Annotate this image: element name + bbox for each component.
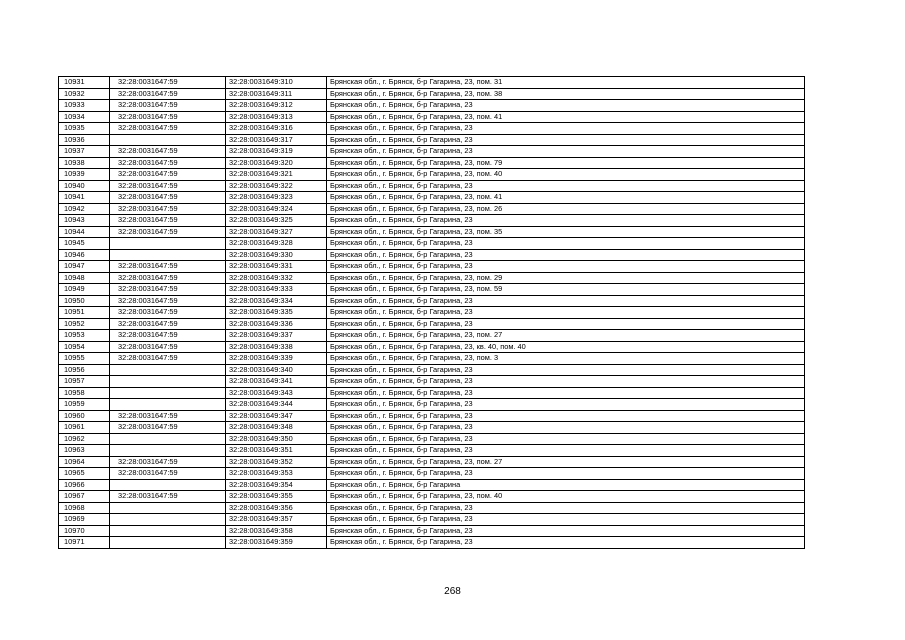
address-cell: Брянская обл., г. Брянск, б-р Гагарина, 23, пом. 40 [327, 491, 805, 503]
table-row [59, 272, 805, 284]
cadastral-number-cell: 32:28:0031649:324 [226, 203, 327, 215]
row-number-cell: 10949 [59, 284, 110, 296]
parent-cadastral-number-cell: 32:28:0031647:59 [110, 261, 226, 273]
address-cell: Брянская обл., г. Брянск, б-р Гагарина, 23 [327, 525, 805, 537]
cadastral-number-cell: 32:28:0031649:335 [226, 307, 327, 319]
address-cell: Брянская обл., г. Брянск, б-р Гагарина, 23, пом. 3 [327, 353, 805, 365]
table-row [59, 399, 805, 411]
row-number-cell: 10932 [59, 88, 110, 100]
parent-cadastral-number-cell [110, 502, 226, 514]
address-cell: Брянская обл., г. Брянск, б-р Гагарина, 23 [327, 422, 805, 434]
cadastral-number-cell: 32:28:0031649:351 [226, 445, 327, 457]
row-number-cell: 10961 [59, 422, 110, 434]
address-cell: Брянская обл., г. Брянск, б-р Гагарина, 23, пом. 26 [327, 203, 805, 215]
address-cell: Брянская обл., г. Брянск, б-р Гагарина, 23 [327, 215, 805, 227]
parent-cadastral-number-cell [110, 514, 226, 526]
address-cell: Брянская обл., г. Брянск, б-р Гагарина, 23 [327, 307, 805, 319]
address-cell: Брянская обл., г. Брянск, б-р Гагарина, 23, пом. 40 [327, 169, 805, 181]
parent-cadastral-number-cell: 32:28:0031647:59 [110, 456, 226, 468]
table-row [59, 502, 805, 514]
table-row [59, 537, 805, 549]
cadastral-number-cell: 32:28:0031649:338 [226, 341, 327, 353]
cadastral-number-cell: 32:28:0031649:337 [226, 330, 327, 342]
parent-cadastral-number-cell: 32:28:0031647:59 [110, 192, 226, 204]
address-cell: Брянская обл., г. Брянск, б-р Гагарина, 23 [327, 318, 805, 330]
cadastral-number-cell: 32:28:0031649:319 [226, 146, 327, 158]
table-row [59, 88, 805, 100]
address-cell: Брянская обл., г. Брянск, б-р Гагарина, 23 [327, 514, 805, 526]
address-cell: Брянская обл., г. Брянск, б-р Гагарина, 23 [327, 134, 805, 146]
parent-cadastral-number-cell: 32:28:0031647:59 [110, 410, 226, 422]
parent-cadastral-number-cell: 32:28:0031647:59 [110, 88, 226, 100]
cadastral-number-cell: 32:28:0031649:325 [226, 215, 327, 227]
parent-cadastral-number-cell: 32:28:0031647:59 [110, 146, 226, 158]
table-row [59, 180, 805, 192]
parent-cadastral-number-cell: 32:28:0031647:59 [110, 341, 226, 353]
parent-cadastral-number-cell: 32:28:0031647:59 [110, 111, 226, 123]
parent-cadastral-number-cell: 32:28:0031647:59 [110, 100, 226, 112]
row-number-cell: 10939 [59, 169, 110, 181]
table-row [59, 456, 805, 468]
row-number-cell: 10970 [59, 525, 110, 537]
address-cell: Брянская обл., г. Брянск, б-р Гагарина, 23 [327, 146, 805, 158]
cadastral-number-cell: 32:28:0031649:310 [226, 77, 327, 89]
cadastral-number-cell: 32:28:0031649:317 [226, 134, 327, 146]
parent-cadastral-number-cell: 32:28:0031647:59 [110, 226, 226, 238]
cadastral-number-cell: 32:28:0031649:350 [226, 433, 327, 445]
address-cell: Брянская обл., г. Брянск, б-р Гагарина, 23, пом. 79 [327, 157, 805, 169]
parent-cadastral-number-cell: 32:28:0031647:59 [110, 422, 226, 434]
table-row [59, 525, 805, 537]
table-row [59, 295, 805, 307]
row-number-cell: 10946 [59, 249, 110, 261]
row-number-cell: 10957 [59, 376, 110, 388]
row-number-cell: 10941 [59, 192, 110, 204]
parent-cadastral-number-cell [110, 238, 226, 250]
row-number-cell: 10958 [59, 387, 110, 399]
cadastral-number-cell: 32:28:0031649:320 [226, 157, 327, 169]
row-number-cell: 10971 [59, 537, 110, 549]
parent-cadastral-number-cell [110, 134, 226, 146]
row-number-cell: 10969 [59, 514, 110, 526]
parent-cadastral-number-cell [110, 479, 226, 491]
address-cell: Брянская обл., г. Брянск, б-р Гагарина, 23, пом. 41 [327, 111, 805, 123]
parent-cadastral-number-cell: 32:28:0031647:59 [110, 295, 226, 307]
cadastral-number-cell: 32:28:0031649:356 [226, 502, 327, 514]
table-row [59, 215, 805, 227]
address-cell: Брянская обл., г. Брянск, б-р Гагарина, 23 [327, 261, 805, 273]
table-row [59, 284, 805, 296]
row-number-cell: 10967 [59, 491, 110, 503]
parent-cadastral-number-cell [110, 376, 226, 388]
address-cell: Брянская обл., г. Брянск, б-р Гагарина, 23 [327, 399, 805, 411]
row-number-cell: 10959 [59, 399, 110, 411]
row-number-cell: 10934 [59, 111, 110, 123]
row-number-cell: 10960 [59, 410, 110, 422]
row-number-cell: 10950 [59, 295, 110, 307]
parent-cadastral-number-cell: 32:28:0031647:59 [110, 169, 226, 181]
parent-cadastral-number-cell [110, 364, 226, 376]
address-cell: Брянская обл., г. Брянск, б-р Гагарина, 23 [327, 433, 805, 445]
cadastral-number-cell: 32:28:0031649:323 [226, 192, 327, 204]
table-row [59, 433, 805, 445]
table-row [59, 514, 805, 526]
table-row [59, 353, 805, 365]
parent-cadastral-number-cell: 32:28:0031647:59 [110, 123, 226, 135]
address-cell: Брянская обл., г. Брянск, б-р Гагарина [327, 479, 805, 491]
row-number-cell: 10931 [59, 77, 110, 89]
row-number-cell: 10956 [59, 364, 110, 376]
row-number-cell: 10940 [59, 180, 110, 192]
row-number-cell: 10937 [59, 146, 110, 158]
table-row [59, 192, 805, 204]
cadastral-number-cell: 32:28:0031649:344 [226, 399, 327, 411]
registry-table-body [59, 77, 805, 549]
address-cell: Брянская обл., г. Брянск, б-р Гагарина, 23 [327, 100, 805, 112]
parent-cadastral-number-cell: 32:28:0031647:59 [110, 318, 226, 330]
row-number-cell: 10952 [59, 318, 110, 330]
row-number-cell: 10935 [59, 123, 110, 135]
cadastral-number-cell: 32:28:0031649:334 [226, 295, 327, 307]
parent-cadastral-number-cell: 32:28:0031647:59 [110, 284, 226, 296]
cadastral-number-cell: 32:28:0031649:327 [226, 226, 327, 238]
table-row [59, 77, 805, 89]
cadastral-number-cell: 32:28:0031649:355 [226, 491, 327, 503]
cadastral-number-cell: 32:28:0031649:316 [226, 123, 327, 135]
address-cell: Брянская обл., г. Брянск, б-р Гагарина, 23 [327, 410, 805, 422]
table-row [59, 307, 805, 319]
table-row [59, 341, 805, 353]
row-number-cell: 10955 [59, 353, 110, 365]
table-row [59, 479, 805, 491]
table-row [59, 146, 805, 158]
address-cell: Брянская обл., г. Брянск, б-р Гагарина, 23, кв. 40, пом. 40 [327, 341, 805, 353]
parent-cadastral-number-cell: 32:28:0031647:59 [110, 203, 226, 215]
address-cell: Брянская обл., г. Брянск, б-р Гагарина, 23 [327, 180, 805, 192]
row-number-cell: 10954 [59, 341, 110, 353]
parent-cadastral-number-cell: 32:28:0031647:59 [110, 157, 226, 169]
cadastral-number-cell: 32:28:0031649:352 [226, 456, 327, 468]
parent-cadastral-number-cell [110, 445, 226, 457]
address-cell: Брянская обл., г. Брянск, б-р Гагарина, 23, пом. 35 [327, 226, 805, 238]
table-row [59, 318, 805, 330]
cadastral-number-cell: 32:28:0031649:322 [226, 180, 327, 192]
table-row [59, 410, 805, 422]
table-row [59, 203, 805, 215]
address-cell: Брянская обл., г. Брянск, б-р Гагарина, 23, пом. 38 [327, 88, 805, 100]
row-number-cell: 10962 [59, 433, 110, 445]
row-number-cell: 10951 [59, 307, 110, 319]
address-cell: Брянская обл., г. Брянск, б-р Гагарина, 23 [327, 295, 805, 307]
table-row [59, 100, 805, 112]
address-cell: Брянская обл., г. Брянск, б-р Гагарина, 23 [327, 249, 805, 261]
parent-cadastral-number-cell [110, 399, 226, 411]
address-cell: Брянская обл., г. Брянск, б-р Гагарина, 23 [327, 537, 805, 549]
parent-cadastral-number-cell: 32:28:0031647:59 [110, 491, 226, 503]
cadastral-number-cell: 32:28:0031649:333 [226, 284, 327, 296]
parent-cadastral-number-cell: 32:28:0031647:59 [110, 468, 226, 480]
cadastral-number-cell: 32:28:0031649:311 [226, 88, 327, 100]
parent-cadastral-number-cell: 32:28:0031647:59 [110, 180, 226, 192]
cadastral-number-cell: 32:28:0031649:343 [226, 387, 327, 399]
cadastral-number-cell: 32:28:0031649:353 [226, 468, 327, 480]
address-cell: Брянская обл., г. Брянск, б-р Гагарина, 23, пом. 41 [327, 192, 805, 204]
cadastral-number-cell: 32:28:0031649:354 [226, 479, 327, 491]
cadastral-number-cell: 32:28:0031649:341 [226, 376, 327, 388]
cadastral-number-cell: 32:28:0031649:321 [226, 169, 327, 181]
parent-cadastral-number-cell: 32:28:0031647:59 [110, 307, 226, 319]
cadastral-number-cell: 32:28:0031649:330 [226, 249, 327, 261]
address-cell: Брянская обл., г. Брянск, б-р Гагарина, 23 [327, 376, 805, 388]
row-number-cell: 10942 [59, 203, 110, 215]
row-number-cell: 10944 [59, 226, 110, 238]
table-row [59, 157, 805, 169]
registry-table [58, 76, 805, 549]
address-cell: Брянская обл., г. Брянск, б-р Гагарина, 23 [327, 387, 805, 399]
table-row [59, 261, 805, 273]
table-row [59, 387, 805, 399]
address-cell: Брянская обл., г. Брянск, б-р Гагарина, 23, пом. 31 [327, 77, 805, 89]
row-number-cell: 10943 [59, 215, 110, 227]
row-number-cell: 10963 [59, 445, 110, 457]
cadastral-number-cell: 32:28:0031649:336 [226, 318, 327, 330]
cadastral-number-cell: 32:28:0031649:357 [226, 514, 327, 526]
address-cell: Брянская обл., г. Брянск, б-р Гагарина, 23 [327, 468, 805, 480]
cadastral-number-cell: 32:28:0031649:339 [226, 353, 327, 365]
cadastral-number-cell: 32:28:0031649:359 [226, 537, 327, 549]
row-number-cell: 10945 [59, 238, 110, 250]
row-number-cell: 10964 [59, 456, 110, 468]
row-number-cell: 10947 [59, 261, 110, 273]
row-number-cell: 10965 [59, 468, 110, 480]
parent-cadastral-number-cell [110, 525, 226, 537]
parent-cadastral-number-cell: 32:28:0031647:59 [110, 272, 226, 284]
row-number-cell: 10953 [59, 330, 110, 342]
address-cell: Брянская обл., г. Брянск, б-р Гагарина, 23, пом. 27 [327, 456, 805, 468]
cadastral-number-cell: 32:28:0031649:312 [226, 100, 327, 112]
row-number-cell: 10936 [59, 134, 110, 146]
table-row [59, 491, 805, 503]
table-row [59, 134, 805, 146]
address-cell: Брянская обл., г. Брянск, б-р Гагарина, 23 [327, 123, 805, 135]
page-number: 268 [444, 586, 461, 597]
cadastral-number-cell: 32:28:0031649:358 [226, 525, 327, 537]
table-row [59, 376, 805, 388]
address-cell: Брянская обл., г. Брянск, б-р Гагарина, 23 [327, 238, 805, 250]
table-row [59, 249, 805, 261]
table-row [59, 330, 805, 342]
address-cell: Брянская обл., г. Брянск, б-р Гагарина, 23 [327, 445, 805, 457]
address-cell: Брянская обл., г. Брянск, б-р Гагарина, 23, пом. 59 [327, 284, 805, 296]
table-row [59, 111, 805, 123]
address-cell: Брянская обл., г. Брянск, б-р Гагарина, 23 [327, 364, 805, 376]
parent-cadastral-number-cell [110, 387, 226, 399]
row-number-cell: 10948 [59, 272, 110, 284]
address-cell: Брянская обл., г. Брянск, б-р Гагарина, 23, пом. 29 [327, 272, 805, 284]
table-row [59, 123, 805, 135]
row-number-cell: 10933 [59, 100, 110, 112]
row-number-cell: 10968 [59, 502, 110, 514]
row-number-cell: 10966 [59, 479, 110, 491]
table-row [59, 445, 805, 457]
address-cell: Брянская обл., г. Брянск, б-р Гагарина, 23 [327, 502, 805, 514]
cadastral-number-cell: 32:28:0031649:348 [226, 422, 327, 434]
parent-cadastral-number-cell: 32:28:0031647:59 [110, 215, 226, 227]
cadastral-number-cell: 32:28:0031649:313 [226, 111, 327, 123]
table-row [59, 422, 805, 434]
table-row [59, 238, 805, 250]
cadastral-number-cell: 32:28:0031649:332 [226, 272, 327, 284]
parent-cadastral-number-cell [110, 537, 226, 549]
cadastral-number-cell: 32:28:0031649:347 [226, 410, 327, 422]
parent-cadastral-number-cell: 32:28:0031647:59 [110, 77, 226, 89]
table-row [59, 226, 805, 238]
cadastral-number-cell: 32:28:0031649:340 [226, 364, 327, 376]
cadastral-number-cell: 32:28:0031649:328 [226, 238, 327, 250]
parent-cadastral-number-cell: 32:28:0031647:59 [110, 353, 226, 365]
table-row [59, 169, 805, 181]
table-row [59, 468, 805, 480]
parent-cadastral-number-cell [110, 433, 226, 445]
parent-cadastral-number-cell: 32:28:0031647:59 [110, 330, 226, 342]
table-row [59, 364, 805, 376]
address-cell: Брянская обл., г. Брянск, б-р Гагарина, 23, пом. 27 [327, 330, 805, 342]
row-number-cell: 10938 [59, 157, 110, 169]
parent-cadastral-number-cell [110, 249, 226, 261]
cadastral-number-cell: 32:28:0031649:331 [226, 261, 327, 273]
